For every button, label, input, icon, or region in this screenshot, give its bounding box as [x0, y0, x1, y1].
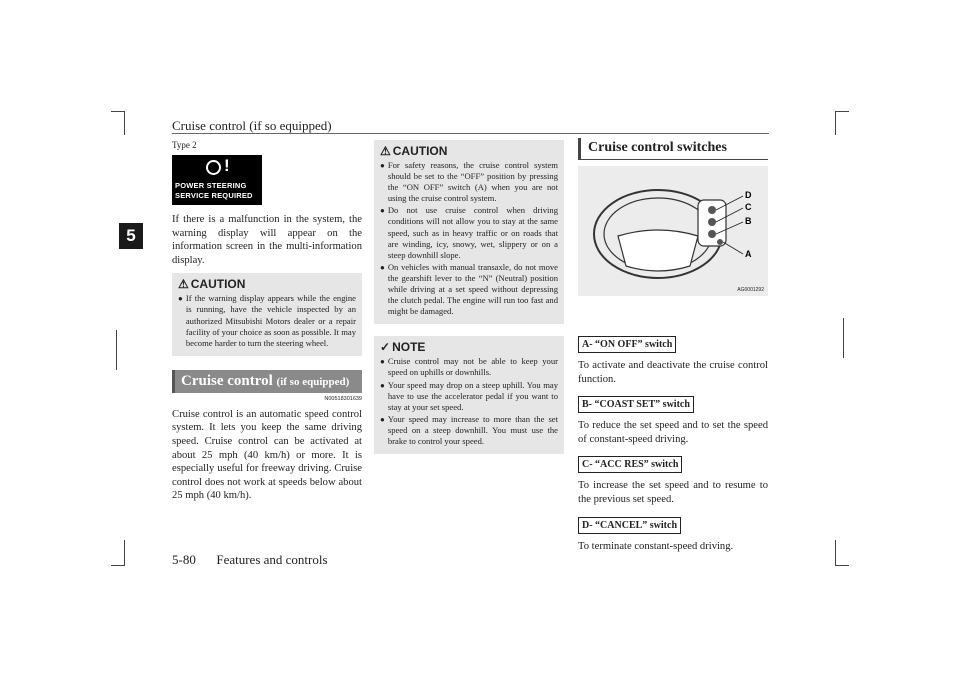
bullet-icon: ● — [178, 294, 183, 304]
bullet-icon: ● — [380, 357, 385, 367]
crop-mark — [111, 565, 125, 566]
caution-item — [380, 262, 558, 317]
caution-heading — [178, 277, 356, 291]
page-number: 5-80 — [172, 552, 196, 567]
warning-line-2: SERVICE REQUIRED — [175, 191, 253, 200]
steering-wheel-illustration — [578, 166, 768, 296]
middle-column — [374, 140, 564, 454]
crop-mark — [835, 111, 836, 135]
switch-c — [708, 218, 716, 226]
caution-item-text: On vehicles with manual transaxle, do not move the gearshift lever to the “N” (Neutral) position while driving at a set speed without depressing the clutch pedal. The engine will run too fast and might be damaged. — [387, 261, 558, 317]
switch-a-label: A- “ON OFF” switch — [578, 336, 676, 353]
registration-mark — [116, 330, 117, 370]
callout-b: B — [745, 216, 752, 226]
bullet-icon: ● — [380, 414, 385, 424]
caution-box — [172, 273, 362, 355]
right-column — [578, 138, 768, 553]
switch-b-label: B- “COAST SET” switch — [578, 396, 694, 413]
switch-a-block — [578, 334, 768, 386]
section-code: N00518301639 — [324, 395, 362, 402]
bullet-icon: ● — [380, 262, 385, 272]
caution-item-text: Do not use cruise control when driving conditions will not allow you to stay at the same speed, such as in heavy traffic or on roads that are winding, icy, snowy, wet, slippery or on a steep downhill slope. — [387, 205, 558, 260]
wheel-hub — [618, 230, 698, 271]
section-title-suffix: (if so equipped) — [276, 375, 350, 388]
page-header-title: Cruise control (if so equipped) — [172, 118, 332, 133]
warning-triangle-icon: ⚠ — [178, 277, 189, 292]
crop-mark — [835, 540, 836, 566]
type-label: Type 2 — [172, 140, 197, 150]
callout-a: A — [745, 249, 752, 259]
page-footer — [172, 552, 328, 568]
switch-d-desc: To terminate constant-speed driving. — [578, 540, 734, 552]
switch-b-desc: To reduce the set speed and to set the speed of constant-speed driving. — [578, 420, 768, 445]
switch-d-label: D- “CANCEL” switch — [578, 517, 681, 534]
caution-item-text: If the warning display appears while the engine is running, have the vehicle inspected by an authorized Mitsubishi Motors dealer or a repair facility of your choice as soon as possible. It may become harder to turn the steering wheel. — [185, 293, 356, 348]
steering-wheel-icon — [206, 160, 221, 175]
caution-title: CAUTION — [190, 277, 246, 292]
switch-d-block — [578, 515, 768, 554]
figure-code: AG0001292 — [737, 287, 764, 293]
left-column — [172, 140, 362, 503]
note-item — [380, 380, 558, 413]
caution-item-text: For safety reasons, the cruise control system should be set to the “OFF” position by pressing the “ON OFF” switch (A) when you are not using the cruise control system. — [387, 160, 558, 204]
switch-a — [717, 239, 723, 245]
note-item-text: Cruise control may not be able to keep your speed on uphills or downhills. — [387, 356, 558, 378]
switches-title: Cruise control switches — [578, 138, 768, 160]
caution-item — [380, 160, 558, 204]
switch-a-desc: To activate and deactivate the cruise control function. — [578, 360, 768, 385]
caution-title: CAUTION — [392, 144, 448, 158]
caution-item — [380, 205, 558, 260]
footer-section: Features and controls — [216, 552, 328, 567]
registration-mark — [843, 318, 844, 358]
callout-d: D — [745, 190, 752, 200]
section-title-bar — [172, 370, 362, 393]
bullet-icon: ● — [380, 380, 385, 390]
crop-mark — [124, 540, 125, 566]
malfunction-paragraph: If there is a malfunction in the system, the warning display will appear on the information screen in the multi-information display. — [172, 214, 362, 266]
caution-box — [374, 140, 564, 324]
bullet-icon: ● — [380, 206, 385, 216]
warning-line-1: POWER STEERING — [175, 181, 247, 190]
power-steering-warning-image — [172, 155, 262, 205]
note-item-text: Your speed may drop on a steep uphill. You may have to use the accelerator pedal if you want to stay at your set speed. — [387, 379, 558, 412]
exclamation-icon: ! — [224, 156, 230, 175]
note-check-icon: ✓ — [380, 340, 391, 355]
note-box — [374, 336, 564, 454]
caution-item — [178, 293, 356, 348]
crop-mark — [111, 111, 125, 112]
chapter-tab: 5 — [119, 223, 143, 249]
section-title: Cruise control — [181, 372, 273, 389]
crop-mark — [835, 565, 849, 566]
switch-c-desc: To increase the set speed and to resume to the previous set speed. — [578, 480, 768, 505]
bullet-icon: ● — [380, 161, 385, 170]
note-item — [380, 356, 558, 378]
note-heading — [380, 340, 558, 354]
caution-heading — [380, 144, 558, 158]
steering-wheel-figure — [578, 166, 768, 296]
intro-paragraph: Cruise control is an automatic speed control system. It lets you keep the same driving speed. Cruise control can be activated at about 25 mph (40 km/h) or more. It is especially useful for freeway driving. Cruise control does not work at speeds below about 25 mph (40 km/h). — [172, 408, 362, 502]
switch-d — [708, 206, 716, 214]
switch-b — [708, 230, 716, 238]
note-title: NOTE — [392, 340, 426, 355]
switch-c-block — [578, 454, 768, 506]
warning-triangle-icon: ⚠ — [380, 144, 391, 158]
crop-mark — [124, 111, 125, 135]
switch-c-label: C- “ACC RES” switch — [578, 456, 682, 473]
note-item — [380, 414, 558, 447]
callout-c: C — [745, 202, 752, 212]
note-item-text: Your speed may increase to more than the set speed on a steep downhill. You must use the brake to control your speed. — [387, 413, 558, 446]
crop-mark — [835, 111, 849, 112]
header-rule — [172, 133, 769, 134]
switch-b-block — [578, 394, 768, 446]
